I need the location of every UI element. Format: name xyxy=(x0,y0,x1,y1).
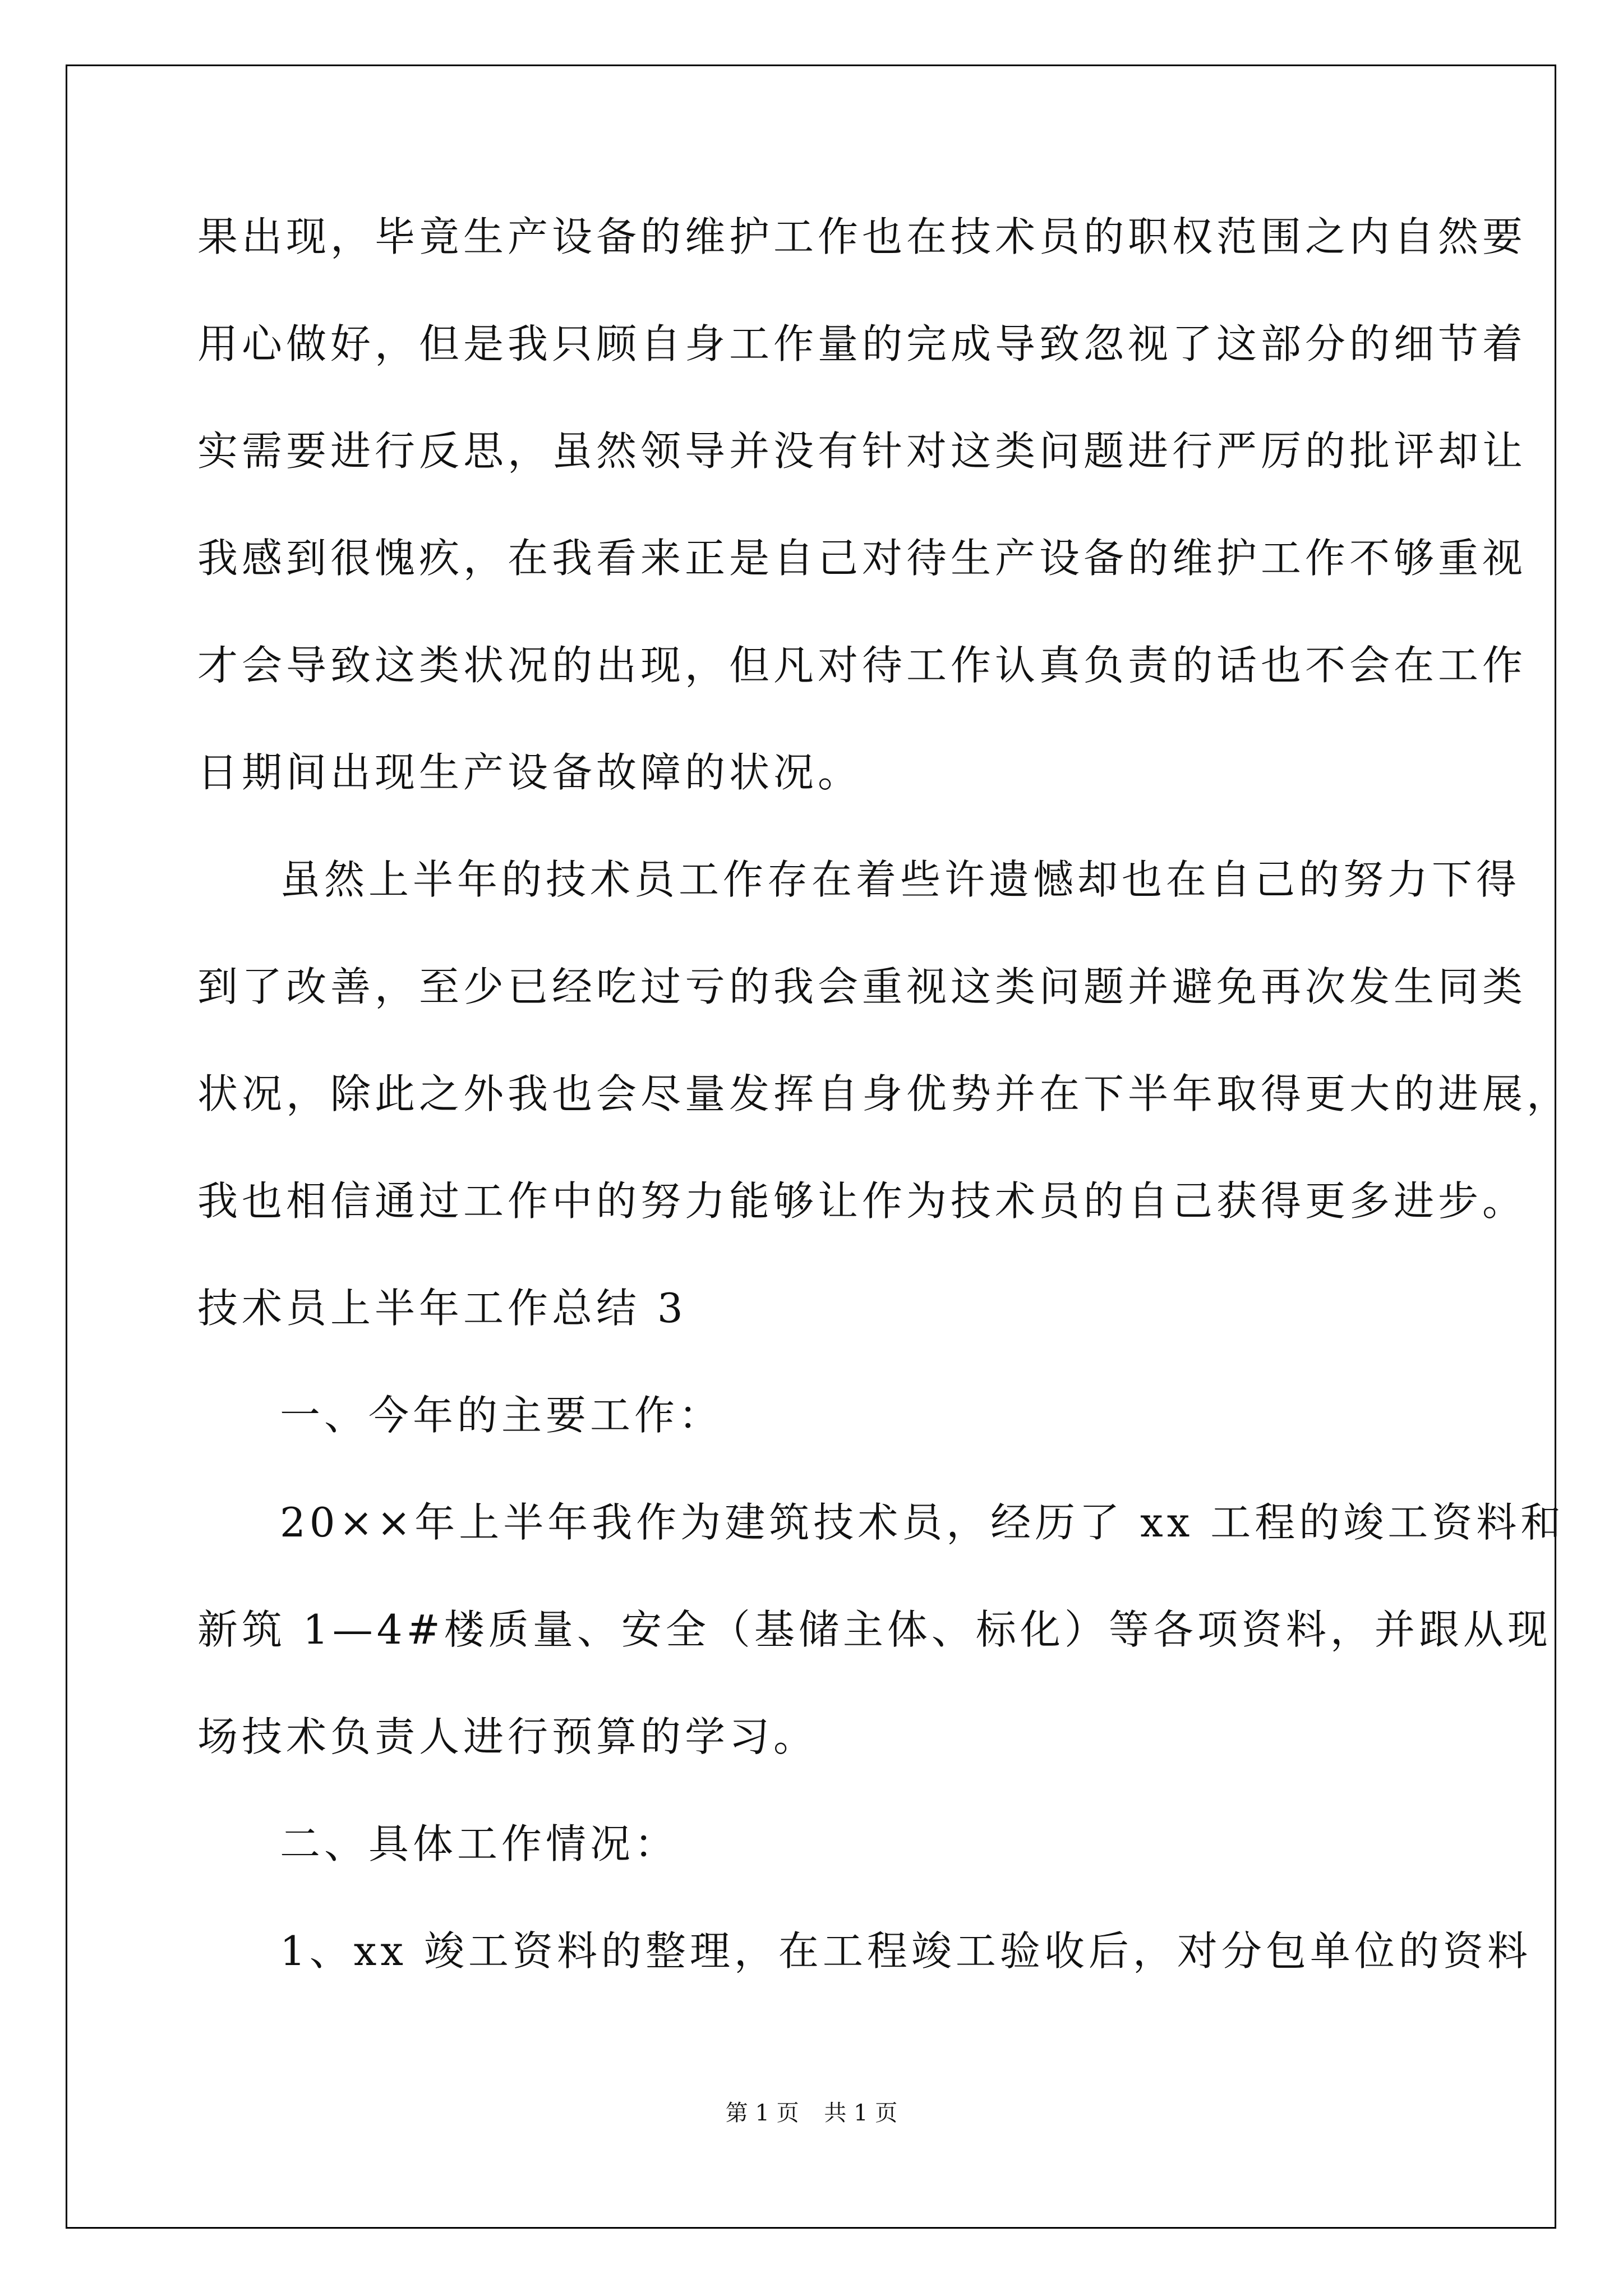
text-line: 虽然上半年的技术员工作存在着些许遗憾却也在自己的努力下得 xyxy=(280,856,1521,903)
text-line: 20××年上半年我作为建筑技术员，经历了 xx 工程的竣工资料和 xyxy=(280,1499,1565,1546)
section-heading: 技术员上半年工作总结 3 xyxy=(197,1285,687,1332)
text-line: 我也相信通过工作中的努力能够让作为技术员的自己获得更多进步。 xyxy=(197,1177,1527,1225)
document-body xyxy=(197,209,1571,2030)
page-total: 共 1 页 xyxy=(824,2100,898,2126)
text-line: 新筑 1—4#楼质量、安全（基储主体、标化）等各项资料，并跟从现 xyxy=(197,1606,1552,1653)
text-line: 场技术负责人进行预算的学习。 xyxy=(197,1713,818,1760)
text-line: 用心做好，但是我只顾自身工作量的完成导致忽视了这部分的细节着 xyxy=(197,320,1527,367)
text-line: 状况，除此之外我也会尽量发挥自身优势并在下半年取得更大的进展， xyxy=(197,1070,1571,1117)
subheading: 一、今年的主要工作： xyxy=(280,1392,723,1439)
text-line: 1、xx 竣工资料的整理，在工程竣工验收后，对分包单位的资料 xyxy=(280,1927,1532,1975)
text-line: 果出现，毕竟生产设备的维护工作也在技术员的职权范围之内自然要 xyxy=(197,213,1527,260)
text-line: 到了改善，至少已经吃过亏的我会重视这类问题并避免再次发生同类 xyxy=(197,963,1527,1010)
text-line: 日期间出现生产设备故障的状况。 xyxy=(197,749,863,796)
page-footer xyxy=(0,2095,1623,2127)
subheading: 二、具体工作情况： xyxy=(280,1820,679,1867)
text-line: 才会导致这类状况的出现，但凡对待工作认真负责的话也不会在工作 xyxy=(197,642,1527,689)
page-number: 第 1 页 xyxy=(725,2100,799,2126)
text-line: 实需要进行反思，虽然领导并没有针对这类问题进行严厉的批评却让 xyxy=(197,427,1527,475)
text-line: 我感到很愧疚，在我看来正是自己对待生产设备的维护工作不够重视 xyxy=(197,535,1527,582)
